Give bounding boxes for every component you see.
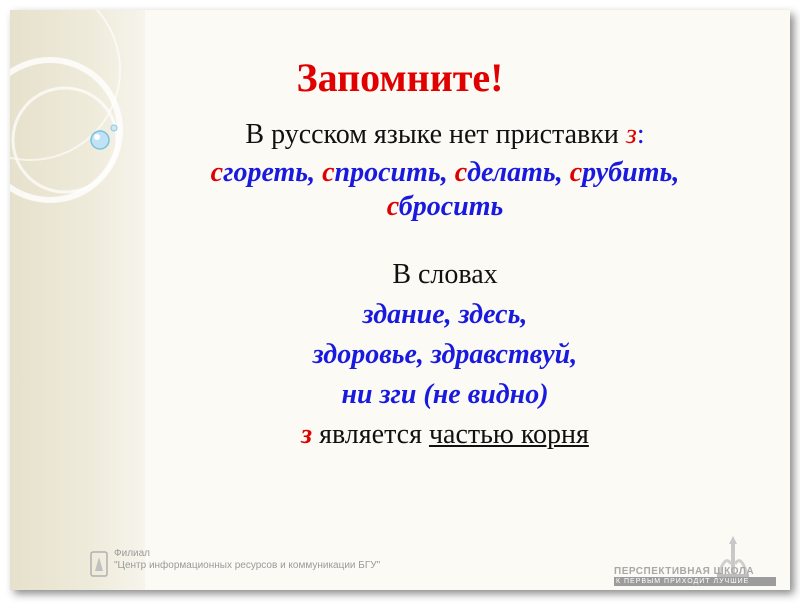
- words-line: ни зги (не видно): [341, 379, 549, 410]
- note-line: [160, 418, 730, 452]
- slide: [10, 10, 790, 590]
- example-word: сгореть,: [210, 157, 323, 188]
- example-word: сделать,: [454, 157, 570, 188]
- brand-top: ПЕРСПЕКТИВНАЯ ШКОЛА: [614, 566, 755, 577]
- rule-letter: з: [625, 119, 637, 150]
- note-underlined: частью корня: [428, 419, 589, 450]
- slide-content: [160, 118, 730, 452]
- rule-colon: :: [636, 119, 645, 150]
- note-letter: з: [301, 419, 313, 450]
- rule-text: В русском языке нет приставки: [245, 119, 626, 150]
- example-word: срубить,: [569, 157, 680, 188]
- footer-brand: [614, 566, 764, 586]
- university-logo-icon: [90, 551, 108, 577]
- words-intro: В словах: [392, 259, 498, 290]
- footer-org-line2: "Центр информационных ресурсов и коммуникации БГУ": [114, 560, 381, 571]
- words-line: здание, здесь,: [362, 299, 528, 330]
- slide-title: Запомните!: [296, 55, 504, 100]
- words-line: здоровье, здравствуй,: [312, 339, 578, 370]
- footer-organization: [114, 548, 380, 572]
- rule-line: [160, 118, 730, 152]
- example-word: спросить,: [322, 157, 455, 188]
- brand-bottom: К ПЕРВЫМ ПРИХОДИТ ЛУЧШИЕ: [614, 577, 776, 586]
- note-middle: является: [312, 419, 429, 450]
- examples-list: [160, 156, 730, 224]
- footer-org-line1: Филиал: [114, 548, 151, 559]
- example-word: сбросить: [386, 191, 504, 222]
